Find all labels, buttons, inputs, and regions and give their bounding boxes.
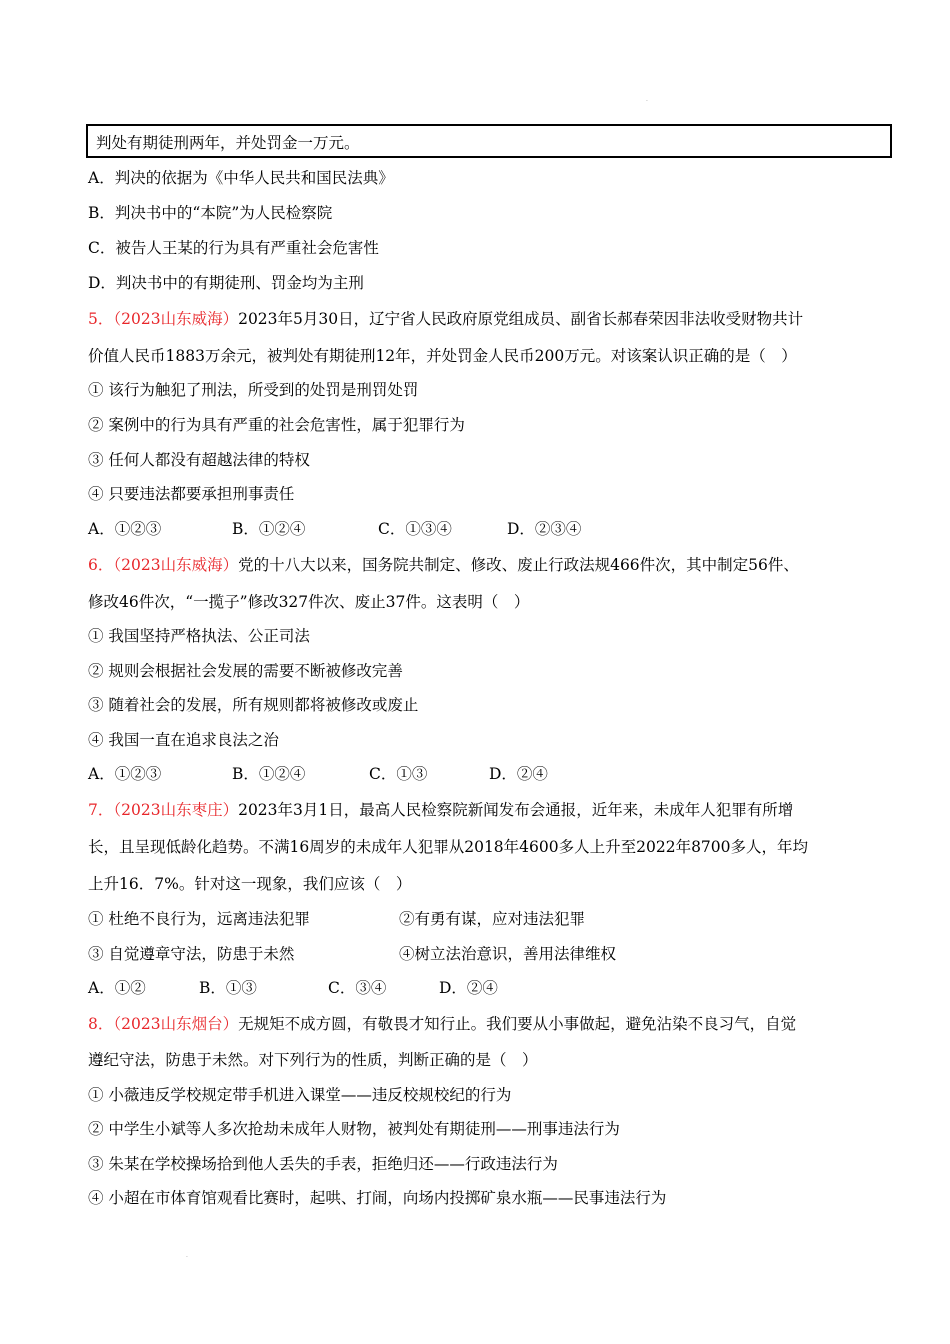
q7-stem-line-3: 上升16．7%。针对这一现象，我们应该（ ）: [88, 875, 412, 893]
q7-choice-a: A．①②: [88, 979, 146, 997]
q8-number: 8．: [88, 1015, 114, 1033]
q5-stem-line-1: [88, 307, 803, 329]
q8-stem-text-1: 无规矩不成方圆，有敬畏才知行止。我们要从小事做起，避免沾染不良习气，自觉: [238, 1015, 797, 1033]
q5-source: （2023山东威海）: [113, 310, 239, 328]
q5-item-3: ③ 任何人都没有超越法律的特权: [88, 451, 310, 469]
q6-stem-line-2: 修改46件次，“一揽子”修改327件次、废止37件。这表明（ ）: [88, 593, 530, 611]
q5-choice-b: B．①②④: [232, 520, 306, 538]
q5-item-4: ④ 只要违法都要承担刑事责任: [88, 485, 295, 503]
q5-stem-text-1: 2023年5月30日，辽宁省人民政府原党组成员、副省长郝春荣因非法收受财物共计: [238, 310, 804, 328]
q4-option-c: C．被告人王某的行为具有严重社会危害性: [88, 239, 379, 257]
q8-item-1: ① 小薇违反学校规定带手机进入课堂——违反校规校纪的行为: [88, 1086, 512, 1104]
q6-stem-text-1: 党的十八大以来，国务院共制定、修改、废止行政法规466件次，其中制定56件、: [238, 556, 799, 574]
q5-number: 5．: [88, 310, 114, 328]
q6-number: 6．: [88, 556, 114, 574]
q7-number: 7．: [88, 801, 114, 819]
q5-choice-d: D．②③④: [507, 520, 582, 538]
q5-choice-a: A．①②③: [88, 520, 162, 538]
q7-source: （2023山东枣庄）: [113, 801, 239, 819]
q6-choice-a: A．①②③: [88, 765, 162, 783]
q6-stem-line-1: [88, 553, 799, 575]
q7-choice-b: B．①③: [199, 979, 257, 997]
judgment-excerpt-box: [86, 124, 892, 158]
q7-item-2: ②有勇有谋，应对违法犯罪: [399, 910, 586, 928]
page-mark: .: [646, 96, 648, 103]
q6-choice-c: C．①③: [369, 765, 428, 783]
q7-choice-d: D．②④: [439, 979, 498, 997]
q8-source: （2023山东烟台）: [113, 1015, 239, 1033]
judgment-excerpt-text: 判处有期徒刑两年，并处罚金一万元。: [96, 134, 360, 152]
q7-item-3: ③ 自觉遵章守法，防患于未然: [88, 945, 295, 963]
q5-stem-line-2: 价值人民币1883万余元，被判处有期徒刑12年，并处罚金人民币200万元。对该案认识正确的是（ ）: [88, 347, 797, 365]
q7-choice-c: C．③④: [328, 979, 387, 997]
q7-stem-text-1: 2023年3月1日，最高人民检察院新闻发布会通报，近年来，未成年人犯罪有所增: [238, 801, 794, 819]
q6-item-3: ③ 随着社会的发展，所有规则都将被修改或废止: [88, 696, 419, 714]
q8-stem-line-2: 遵纪守法，防患于未然。对下列行为的性质，判断正确的是（ ）: [88, 1051, 538, 1069]
q8-item-2: ② 中学生小斌等人多次抢劫未成年人财物，被判处有期徒刑——刑事违法行为: [88, 1120, 620, 1138]
q4-option-d: D．判决书中的有期徒刑、罚金均为主刑: [88, 274, 364, 292]
q6-choice-b: B．①②④: [232, 765, 306, 783]
q5-item-2: ② 案例中的行为具有严重的社会危害性，属于犯罪行为: [88, 416, 465, 434]
q6-source: （2023山东威海）: [113, 556, 239, 574]
q6-item-4: ④ 我国一直在追求良法之治: [88, 731, 279, 749]
q8-stem-line-1: [88, 1012, 796, 1034]
q7-item-4: ④树立法治意识，善用法律维权: [399, 945, 617, 963]
q6-item-2: ② 规则会根据社会发展的需要不断被修改完善: [88, 662, 403, 680]
q6-item-1: ① 我国坚持严格执法、公正司法: [88, 627, 310, 645]
q4-option-a: A．判决的依据为《中华人民共和国民法典》: [88, 169, 394, 187]
q7-stem-line-2: 长，且呈现低龄化趋势。不满16周岁的未成年人犯罪从2018年4600多人上升至2022年8700多人，年均: [88, 838, 809, 856]
q6-choice-d: D．②④: [489, 765, 548, 783]
q7-item-1: ① 杜绝不良行为，远离违法犯罪: [88, 910, 310, 928]
q7-stem-line-1: [88, 798, 793, 820]
q5-choice-c: C．①③④: [378, 520, 452, 538]
q8-item-4: ④ 小超在市体育馆观看比赛时，起哄、打闹，向场内投掷矿泉水瓶——民事违法行为: [88, 1189, 667, 1207]
q5-item-1: ① 该行为触犯了刑法，所受到的处罚是刑罚处罚: [88, 381, 419, 399]
q8-item-3: ③ 朱某在学校操场拾到他人丢失的手表，拒绝归还——行政违法行为: [88, 1155, 558, 1173]
footer-mark: .: [186, 1252, 188, 1259]
q4-option-b: B．判决书中的“本院”为人民检察院: [88, 204, 333, 222]
